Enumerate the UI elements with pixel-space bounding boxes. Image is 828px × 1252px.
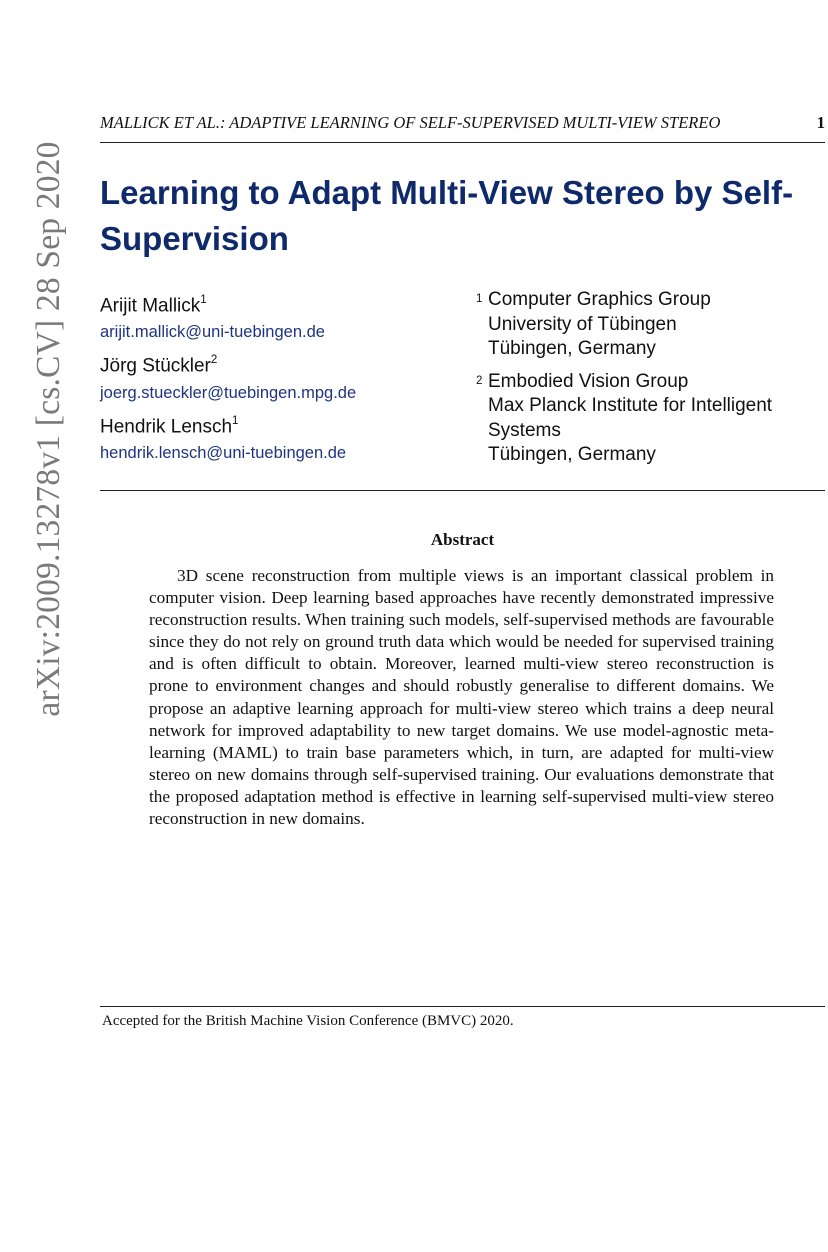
affiliation-number: 1 xyxy=(476,293,483,305)
section-rule xyxy=(100,490,825,491)
author-list xyxy=(100,288,483,469)
affiliation-line: Computer Graphics Group xyxy=(488,289,711,310)
affiliation-block xyxy=(476,288,826,362)
author-email[interactable]: joerg.stueckler@tuebingen.mpg.de xyxy=(100,383,357,402)
author-name: Hendrik Lensch$^1$ xyxy=(100,414,239,437)
abstract-text: 3D scene reconstruction from multiple views is an important classical problem in computer vision. Deep learning based approaches have recently demonstrated impressive reconstruction results. When training such models, self-supervised methods are favourable since they do not rely on ground truth data which would be needed for supervised training and is often difficult to obtain. Moreover, learned multi-view stereo reconstruction is prone to environment changes and should robustly generalise to different domains. We propose an adaptive learning approach for multi-view stereo which trains a deep neural network for improved adaptability to new target domains. We use model-agnostic meta-learning (MAML) to train base parameters which, in turn, are adapted for multi-view stereo on new domains through self-supervised training. Our evaluations demonstrate that the proposed adaptation method is effective in learning self-supervised multi-view stereo reconstruction in new domains. xyxy=(149,566,774,829)
affiliation-block xyxy=(476,370,826,468)
running-head xyxy=(100,113,825,133)
footnote: Accepted for the British Machine Vision Conference (BMVC) 2020. xyxy=(102,1013,514,1029)
affiliation-mark: 1 xyxy=(232,414,239,427)
arxiv-identifier: arXiv:2009.13278v1 [cs.CV] 28 Sep 2020 xyxy=(30,141,67,717)
author-block xyxy=(100,288,483,345)
affiliation-line: Tübingen, Germany xyxy=(488,444,656,465)
affiliation-number: 2 xyxy=(476,374,483,387)
running-head-text: MALLICK ET AL.: ADAPTIVE LEARNING OF SELF-SUPERVISED MULTI-VIEW STEREO xyxy=(100,113,721,132)
author-block xyxy=(100,409,480,466)
affiliation-line: University of Tübingen xyxy=(488,313,677,335)
affiliation-mark: 1 xyxy=(200,294,207,306)
author-name: Arijit Mallick$^1$ xyxy=(100,294,207,317)
affiliation-list xyxy=(476,288,826,476)
author-block xyxy=(100,348,483,405)
page-number: 1 xyxy=(816,113,825,132)
affiliation-line: Systems xyxy=(488,419,561,441)
paper-title: Learning to Adapt Multi-View Stereo by Self-Supervision xyxy=(100,174,794,257)
author-email[interactable]: arijit.mallick@uni-tuebingen.de xyxy=(100,323,325,342)
author-email[interactable]: hendrik.lensch@uni-tuebingen.de xyxy=(100,443,347,462)
author-name: Jörg Stückler$^2$ xyxy=(100,354,218,377)
affiliation-mark: 2 xyxy=(210,354,218,367)
affiliation-line: Tübingen, Germany xyxy=(488,338,656,359)
abstract-heading: Abstract xyxy=(430,530,495,549)
footnote-rule xyxy=(100,1006,825,1007)
affiliation-line: Embodied Vision Group xyxy=(488,370,689,392)
affiliation-line: Max Planck Institute for Intelligent xyxy=(488,395,773,416)
header-rule xyxy=(100,142,825,143)
arxiv-sidebar-stamp xyxy=(24,74,74,784)
